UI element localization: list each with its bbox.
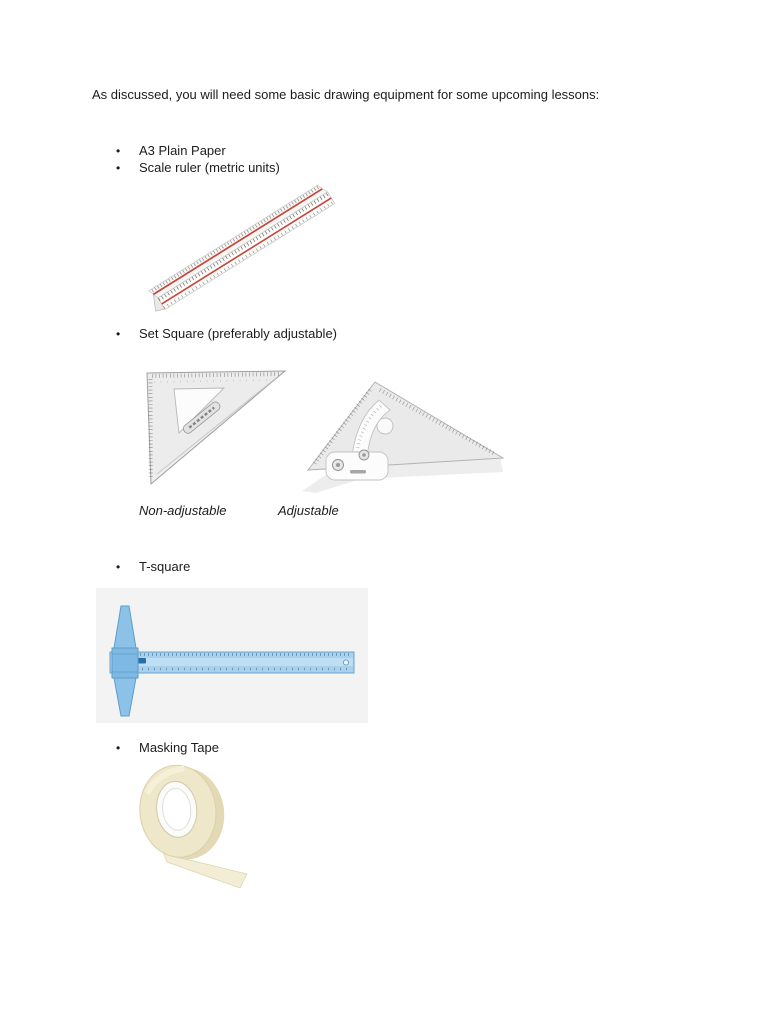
list-item-label: A3 Plain Paper — [139, 143, 226, 158]
list-item-set-square — [116, 326, 337, 342]
set-square-adjustable-image — [300, 360, 505, 493]
list-item-label: T-square — [139, 559, 191, 574]
t-square-image — [96, 588, 368, 723]
bullet-marker: • — [116, 161, 121, 175]
intro-paragraph: As discussed, you will need some basic drawing equipment for some upcoming lessons: — [92, 87, 600, 102]
bullet-marker: • — [116, 144, 121, 158]
list-item-a3-paper — [116, 143, 226, 159]
list-item-masking-tape — [116, 740, 219, 756]
caption-non-adjustable: Non-adjustable — [139, 503, 227, 518]
bullet-marker: • — [116, 327, 121, 341]
bullet-marker: • — [116, 741, 121, 755]
set-square-non-adjustable-image — [140, 366, 290, 496]
list-item-scale-ruler — [116, 160, 280, 176]
brand-label — [350, 470, 366, 474]
list-item-label: Masking Tape — [139, 740, 219, 755]
list-item-label: Scale ruler (metric units) — [139, 160, 280, 175]
bullet-marker: • — [116, 560, 121, 574]
scale-ruler-image — [146, 184, 336, 314]
caption-adjustable: Adjustable — [278, 503, 339, 518]
masking-tape-image — [135, 762, 255, 890]
list-item-t-square — [116, 559, 190, 575]
list-item-label: Set Square (preferably adjustable) — [139, 326, 338, 341]
